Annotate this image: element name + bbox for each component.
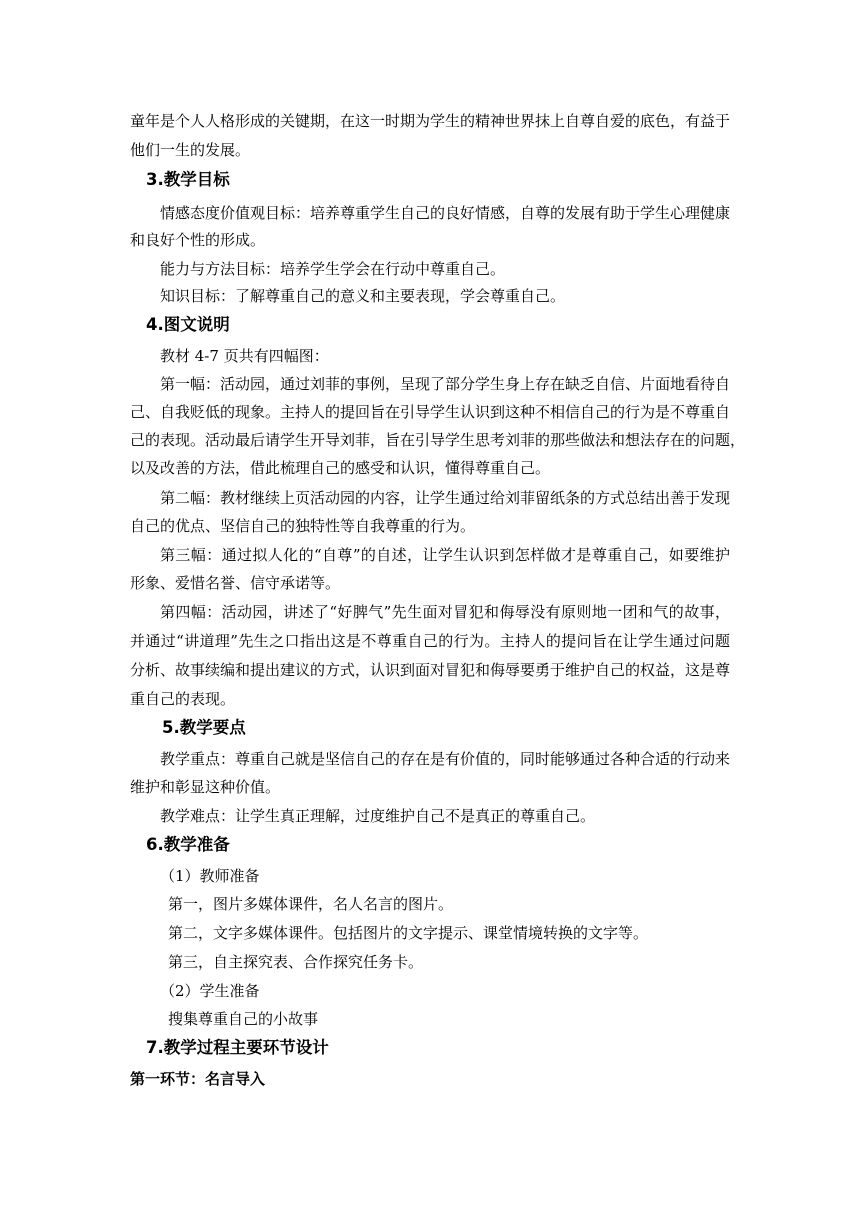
paragraph-line: 己、自我贬低的现象。主持人的提回旨在引导学生认识到这种不相信自己的行为是不尊重自	[130, 403, 731, 421]
paragraph-line: 知识目标：了解尊重自己的意义和主要表现，学会尊重自己。	[160, 287, 566, 305]
paragraph-line: 第一，图片多媒体课件，名人名言的图片。	[168, 895, 454, 913]
paragraph-line: 以及改善的方法，借此梳理自己的感受和认识，懂得尊重自己。	[130, 459, 551, 477]
paragraph-line: 第四幅：活动园，讲述了“好脾气”先生面对冒犯和侮辱没有原则地一团和气的故事，	[160, 603, 730, 621]
paragraph-line: 分析、故事续编和提出建议的方式，认识到面对冒犯和侮辱要勇于维护自己的权益，这是尊	[130, 661, 731, 679]
section-heading: 7.教学过程主要环节设计	[146, 1038, 329, 1057]
paragraph-line: 并通过“讲道理”先生之口指出这是不尊重自己的行为。主持人的提问旨在让学生通过问题	[130, 632, 730, 650]
paragraph-line: （2）学生准备	[160, 982, 260, 1000]
paragraph-line: 能力与方法目标：培养学生学会在行动中尊重自己。	[160, 260, 506, 278]
paragraph-line: （1）教师准备	[160, 867, 260, 885]
paragraph-line: 搜集尊重自己的小故事	[168, 1010, 319, 1028]
subsection-heading: 第一环节：名言导入	[130, 1070, 266, 1088]
paragraph-line: 童年是个人人格形成的关键期，在这一时期为学生的精神世界抹上自尊自爱的底色，有益于	[130, 112, 731, 130]
section-heading: 4.图文说明	[146, 315, 230, 334]
paragraph-line: 重自己的表现。	[130, 690, 236, 708]
paragraph-line: 维护和彰显这种价值。	[130, 778, 281, 796]
section-heading: 5.教学要点	[162, 718, 246, 737]
paragraph-line: 第一幅：活动园，通过刘菲的事例，呈现了部分学生身上存在缺乏自信、片面地看待自	[160, 375, 731, 393]
paragraph-line: 第二幅：教材继续上页活动园的内容，让学生通过给刘菲留纸条的方式总结出善于发现	[160, 489, 731, 507]
paragraph-line: 形象、爱惜名誉、信守承诺等。	[130, 574, 341, 592]
paragraph-line: 教学重点：尊重自己就是坚信自己的存在是有价值的，同时能够通过各种合适的行动来	[160, 750, 731, 768]
paragraph-line: 第三，自主探究表、合作探究任务卡。	[168, 953, 424, 971]
paragraph-line: 情感态度价值观目标：培养尊重学生自己的良好情感，自尊的发展有助于学生心理健康	[160, 204, 731, 222]
paragraph-line: 和良好个性的形成。	[130, 231, 266, 249]
paragraph-line: 己的表现。活动最后请学生开导刘菲，旨在引导学生思考刘菲的那些做法和想法存在的问题，	[130, 431, 746, 449]
paragraph-line: 自己的优点、坚信自己的独特性等自我尊重的行为。	[130, 517, 476, 535]
section-heading: 3.教学目标	[146, 170, 230, 189]
section-heading: 6.教学准备	[146, 835, 230, 854]
paragraph-line: 教学难点：让学生真正理解，过度维护自己不是真正的尊重自己。	[160, 807, 596, 825]
paragraph-line: 他们一生的发展。	[130, 141, 251, 159]
paragraph-line: 第三幅：通过拟人化的“自尊”的自述，让学生认识到怎样做才是尊重自己，如要维护	[160, 546, 730, 564]
paragraph-line: 第二，文字多媒体课件。包括图片的文字提示、课堂情境转换的文字等。	[168, 924, 649, 942]
paragraph-line: 教材 4-7 页共有四幅图：	[160, 347, 329, 365]
